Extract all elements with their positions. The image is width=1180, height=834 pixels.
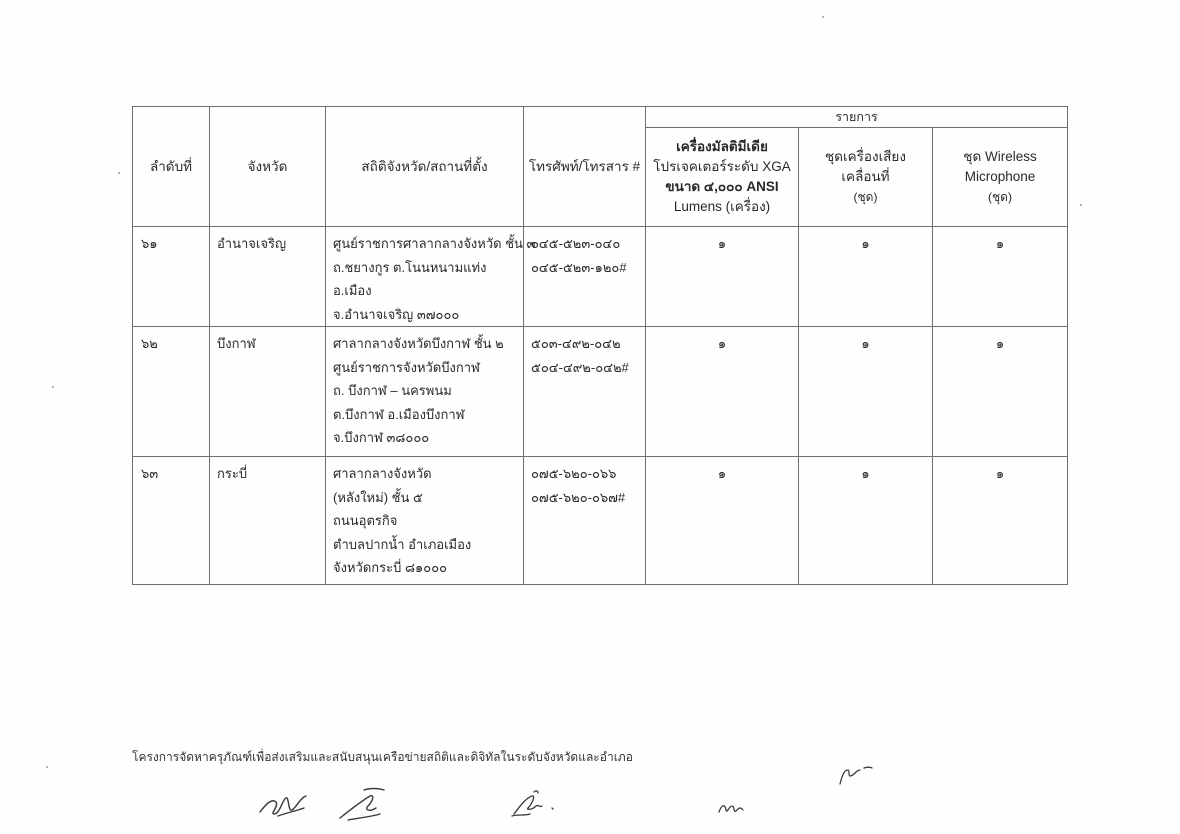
table-row (133, 227, 1068, 327)
seq-value: ๖๓ (141, 466, 159, 481)
cell-phone (524, 227, 646, 327)
cell-sound-qty (799, 227, 933, 327)
phone-line: ๐๗๕-๖๒๐-๐๖๖ (531, 466, 617, 481)
address-line: (หลังใหม่) ชั้น ๕ (333, 489, 423, 505)
qty-value: ๑ (717, 336, 727, 351)
header-projector-line: โปรเจคเตอร์ระดับ XGA (653, 159, 791, 174)
cell-province (210, 227, 326, 327)
cell-phone (524, 327, 646, 457)
signature-4 (716, 798, 746, 818)
cell-address (326, 457, 524, 585)
signature-3 (508, 786, 560, 820)
header-sound-line: เคลื่อนที่ (841, 169, 890, 184)
scan-speck (1080, 204, 1082, 206)
cell-province (210, 457, 326, 585)
address-line: ตำบลปากน้ำ อำเภอเมือง (333, 536, 472, 552)
equipment-table (132, 106, 1068, 585)
qty-value: ๑ (861, 336, 870, 351)
address-line: จังหวัดกระบี่ ๘๑๐๐๐ (333, 560, 448, 575)
cell-address (326, 327, 524, 457)
province-value: บึงกาฬ (217, 336, 256, 351)
header-projector-line: เครื่องมัลติมีเดีย (676, 139, 768, 154)
fax-line: ๐๗๕-๖๒๐-๐๖๗# (531, 489, 626, 505)
cell-mic-qty (933, 227, 1068, 327)
qty-value: ๑ (995, 336, 1005, 351)
cell-sound-qty (799, 457, 933, 585)
signature-1 (256, 786, 312, 820)
table-row (133, 457, 1068, 585)
signature-2 (334, 784, 396, 824)
cell-seq (133, 327, 210, 457)
header-mic-line: (ชุด) (988, 190, 1012, 204)
scan-speck (52, 386, 54, 388)
address-line: ถนนอุตรกิจ (333, 513, 398, 528)
header-office: สถิติจังหวัด/สถานที่ตั้ง (326, 107, 524, 227)
header-wireless-mic (933, 128, 1068, 227)
cell-sound-qty (799, 327, 933, 457)
header-sound-line: (ชุด) (853, 190, 878, 204)
footer-project-title: โครงการจัดหาครุภัณฑ์เพื่อส่งเสริมและสนับสนุนเครือข่ายสถิติและดิจิทัลในระดับจังหวัดและอำเภอ (132, 750, 633, 764)
table-row (133, 327, 1068, 457)
address-line: ศาลากลางจังหวัดบึงกาฬ ชั้น ๒ (333, 336, 504, 351)
fax-line: ๐๔๕-๕๒๓-๑๒๐# (531, 259, 627, 275)
cell-projector-qty (646, 327, 799, 457)
phone-line: ๐๔๕-๕๒๓-๐๔๐ (531, 236, 621, 251)
header-items-group: รายการ (646, 107, 1068, 128)
header-mic-line: Microphone (964, 169, 1036, 184)
cell-projector-qty (646, 227, 799, 327)
qty-value: ๑ (717, 236, 727, 251)
qty-value: ๑ (861, 236, 870, 251)
seq-value: ๖๑ (141, 236, 158, 251)
address-line: ถ. บึงกาฬ – นครพนม (333, 383, 452, 398)
province-value: อำนาจเจริญ (217, 236, 287, 251)
fax-line: ๕๐๔-๔๙๒-๐๔๒# (531, 359, 629, 375)
qty-value: ๑ (995, 466, 1005, 481)
scan-speck (46, 766, 48, 768)
address-line: จ.บึงกาฬ ๓๘๐๐๐ (333, 430, 430, 445)
header-row-top (133, 107, 1068, 128)
header-phone: โทรศัพท์/โทรสาร # (524, 107, 646, 227)
qty-value: ๑ (861, 466, 870, 481)
province-value: กระบี่ (217, 466, 248, 481)
cell-address (326, 227, 536, 327)
cell-projector-qty (646, 457, 799, 585)
phone-line: ๕๐๓-๔๙๒-๐๔๒ (531, 336, 621, 351)
address-line: อ.เมือง (333, 283, 372, 298)
header-sound-line: ชุดเครื่องเสียง (825, 149, 906, 164)
header-projector-line: Lumens (เครื่อง) (673, 199, 771, 214)
address-line: ศาลากลางจังหวัด (333, 466, 432, 481)
header-projector-line: ขนาด ๔,๐๐๐ ANSI (665, 179, 779, 194)
qty-value: ๑ (717, 466, 727, 481)
cell-mic-qty (933, 457, 1068, 585)
seq-value: ๖๒ (141, 336, 158, 351)
header-seq: ลำดับที่ (133, 107, 210, 227)
address-line: ต.บึงกาฬ อ.เมืองบึงกาฬ (333, 406, 465, 422)
scan-speck (822, 16, 824, 18)
header-sound-system (799, 128, 933, 227)
cell-province (210, 327, 326, 457)
qty-value: ๑ (995, 236, 1005, 251)
cell-mic-qty (933, 327, 1068, 457)
address-line: ศูนย์ราชการศาลากลางจังหวัด ชั้น ๓ (333, 236, 536, 251)
header-mic-line: ชุด Wireless (963, 149, 1037, 164)
header-province: จังหวัด (210, 107, 326, 227)
address-line: ศูนย์ราชการจังหวัดบึงกาฬ (333, 359, 480, 375)
cell-seq (133, 457, 210, 585)
scan-speck (118, 172, 120, 174)
cell-phone (524, 457, 646, 585)
address-line: ถ.ชยางกูร ต.โนนหนามแท่ง (333, 259, 487, 275)
signature-5 (834, 760, 876, 788)
header-projector (646, 128, 799, 227)
address-line: จ.อำนาจเจริญ ๓๗๐๐๐ (333, 306, 460, 322)
cell-seq (133, 227, 210, 327)
